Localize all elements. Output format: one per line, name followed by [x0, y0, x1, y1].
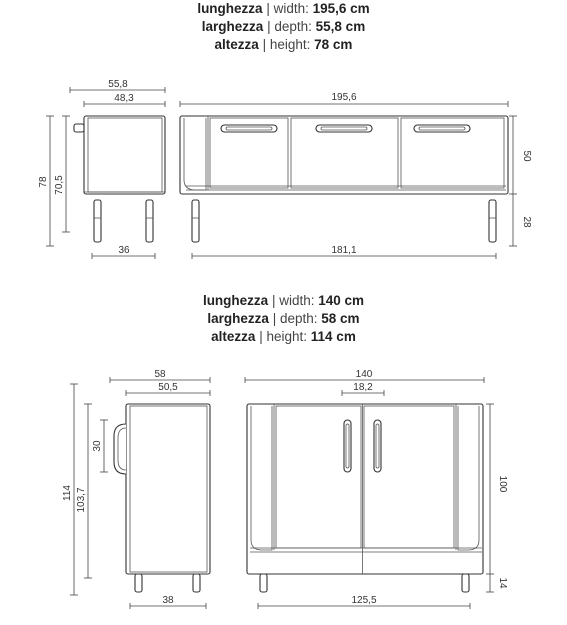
- unit1-front-height-body: 50: [521, 150, 532, 162]
- unit1-side-height-total: 78: [38, 176, 49, 188]
- unit1-front-width-total: 195,6: [331, 92, 357, 103]
- unit2-spec-height: altezza | height: 114 cm: [211, 329, 356, 344]
- unit1-spec-width: lunghezza | width: 195,6 cm: [197, 1, 370, 16]
- unit1-side-height-body: 70,5: [54, 175, 65, 195]
- unit1-side-leg-spacing: 36: [118, 245, 130, 256]
- unit1-front-view: [180, 92, 532, 259]
- unit1-spec-depth: larghezza | depth: 55,8 cm: [201, 19, 366, 34]
- unit2-side-view: [62, 369, 210, 609]
- unit2-side-depth-inner: 50,5: [158, 382, 178, 393]
- unit1-side-depth-inner: 48,3: [114, 93, 134, 104]
- unit1-front-height-legs: 28: [521, 216, 532, 228]
- unit2-spec-depth: larghezza | depth: 58 cm: [207, 311, 360, 326]
- unit2-front-width-total: 140: [355, 369, 373, 380]
- unit2-front-height-legs: 14: [497, 577, 508, 589]
- unit2-side-depth-outer: 58: [154, 369, 166, 380]
- unit1-side-view: [38, 79, 165, 259]
- unit2-front-leg-spacing: 125,5: [351, 595, 377, 606]
- unit2-front-view: [245, 369, 508, 609]
- unit2-side-handle-height: 30: [92, 440, 103, 452]
- unit1-spec-height: altezza | height: 78 cm: [214, 37, 353, 52]
- unit2-side-height-total: 114: [62, 485, 73, 501]
- unit2-spec-width: lunghezza | width: 140 cm: [202, 293, 365, 308]
- unit2-front-center-gap: 18,2: [353, 382, 373, 393]
- unit1-front-leg-spacing: 181,1: [331, 245, 357, 256]
- unit1-side-depth-outer: 55,8: [108, 79, 128, 90]
- unit2-side-height-body: 103,7: [76, 487, 87, 513]
- unit2-front-height-body: 100: [497, 475, 508, 493]
- unit2-side-leg-spacing: 38: [162, 595, 174, 606]
